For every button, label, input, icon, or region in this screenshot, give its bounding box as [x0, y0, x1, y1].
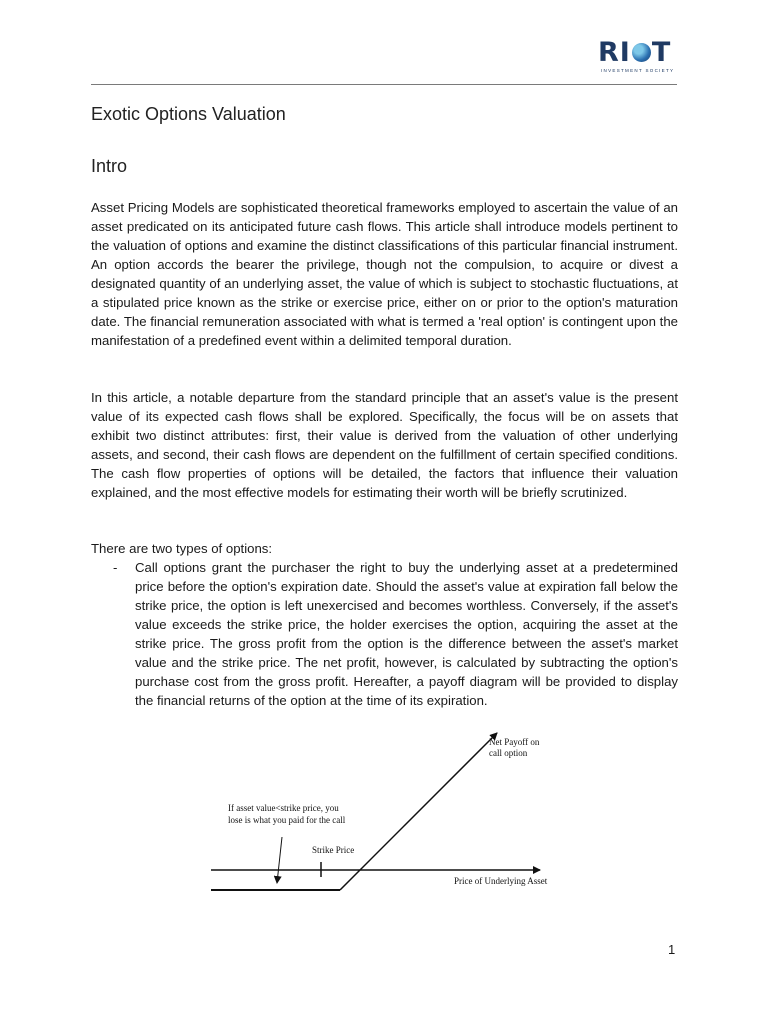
- paragraph-asset-pricing: Asset Pricing Models are sophisticated theoretical frameworks employed to ascertain the value of an asset predicated on its anticipated future cash flows. This article shall introduce models pertinent to the valuation of options and examine the distinct classifications of this particular financial instrument. An option accords the bearer the privilege, though not the compulsion, to acquire or divest a designated quantity of an underlying asset, the value of which is subject to stochastic fluctuations, at a stipulated price known as the strike or exercise price, either on or prior to the option's maturation date. The financial remuneration associated with what is termed a 'real option' is contingent upon the manifestation of a predefined event within a delimited temporal duration.: [91, 200, 678, 348]
- paragraph-departure: In this article, a notable departure from the standard principle that an asset's value is the present value of its expected cash flows shall be explored. Specifically, the focus will be on assets that exhibit two distinct attributes: first, their value is derived from the valuation of other underlying assets, and second, their cash flows are dependent on the fulfillment of certain specified conditions. The cash flow properties of options will be detailed, the factors that influence their valuation explained, and the most effective models for estimating their worth will be briefly scrutinized.: [91, 390, 678, 500]
- document-title: Exotic Options Valuation: [91, 104, 286, 124]
- bullet-call-options: Call options grant the purchaser the right to buy the underlying asset at a predetermined price before the option's expiration date. Should the asset's value at expiration fall below the strike price, the option is left unexercised and becomes worthless. Conversely, if the asset's value exceeds the strike price, the holder exercises the option, acquiring the asset at the strike price. The gross profit from the option is the difference between the asset's market value and the strike price. The net profit, however, is calculated by subtracting the option's purchase cost from the gross profit. Hereafter, a payoff diagram will be provided to display the financial returns of the option at the time of its expiration.: [135, 560, 678, 708]
- paragraph-option-types: There are two types of options:: [91, 541, 273, 556]
- globe-icon: [632, 43, 651, 62]
- logo-subtitle: INVESTMENT SOCIETY: [601, 68, 675, 73]
- bullet-marker: -: [113, 560, 118, 575]
- payoff-rising-line: [340, 733, 497, 890]
- loss-note-line1: If asset value<strike price, you: [228, 803, 339, 813]
- call-option-payoff-diagram: [205, 725, 555, 895]
- price-axis-label: Price of Underlying Asset: [454, 876, 548, 886]
- loss-note-arrow: [277, 837, 282, 883]
- header-divider: [91, 84, 677, 85]
- loss-note-line2: lose is what you paid for the call: [228, 815, 346, 825]
- section-heading-intro: Intro: [91, 156, 128, 176]
- strike-price-label: Strike Price: [312, 845, 355, 855]
- net-payoff-label-line1: Net Payoff on: [489, 737, 540, 747]
- page-number: 1: [668, 942, 676, 957]
- logo-wordmark: RI T: [598, 37, 672, 68]
- net-payoff-label-line2: call option: [489, 748, 528, 758]
- riot-logo: [598, 38, 678, 74]
